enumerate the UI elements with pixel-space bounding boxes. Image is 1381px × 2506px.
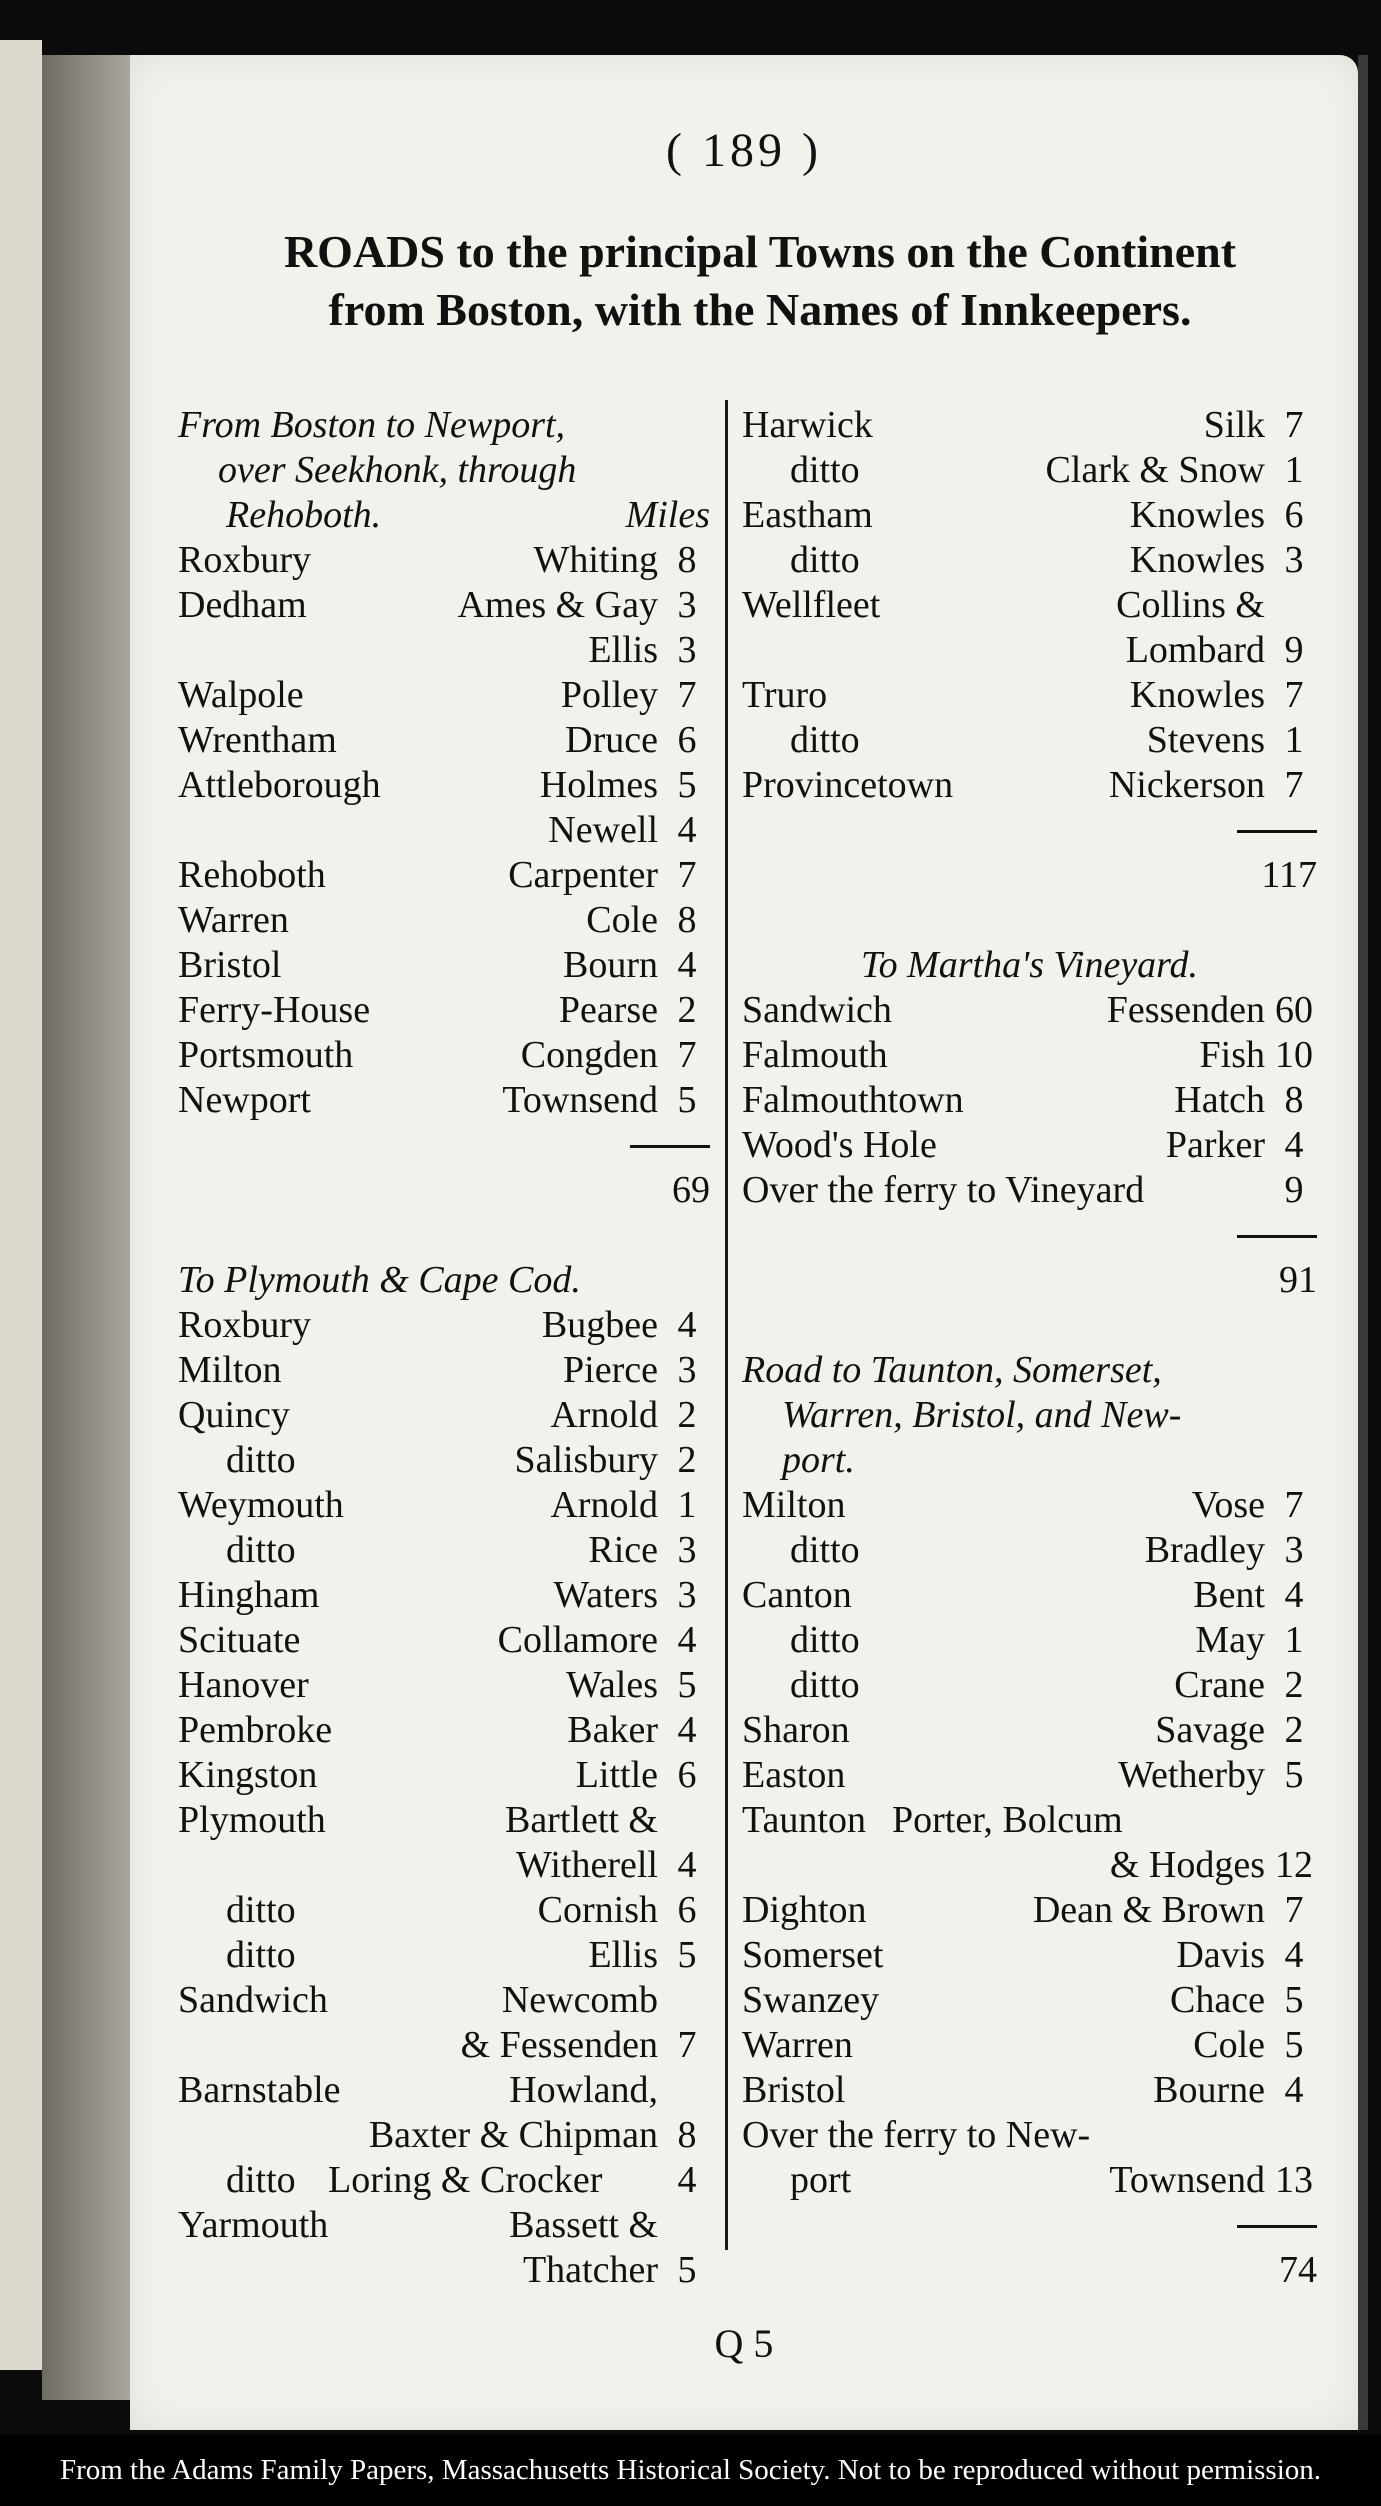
table-row <box>742 1123 1317 1168</box>
town-name: Taunton <box>742 1799 866 1841</box>
table-row <box>742 1168 1317 1213</box>
innkeeper-name: Fessenden <box>1106 989 1265 1031</box>
sum-rule <box>742 1213 1317 1258</box>
town-name: ditto <box>226 1439 296 1481</box>
table-row <box>742 583 1317 628</box>
route-heading-line: Rehoboth. <box>226 494 382 536</box>
miles-value: 5 <box>1284 2024 1304 2066</box>
route-heading-line: From Boston to Newport, <box>178 404 566 446</box>
innkeeper-name: Polley <box>560 674 658 716</box>
town-name: Wrentham <box>178 719 337 761</box>
innkeeper-name: Thatcher <box>522 2249 658 2291</box>
table-row <box>178 1798 710 1843</box>
right-column <box>742 403 1317 2293</box>
innkeeper-name: Bourn <box>563 944 658 986</box>
town-name: ditto <box>790 1529 860 1571</box>
innkeeper-name: Savage <box>1155 1709 1265 1751</box>
column-divider <box>725 400 728 2250</box>
miles-value: 8 <box>677 899 697 941</box>
table-row <box>178 2203 710 2248</box>
left-column <box>178 403 710 2293</box>
town-name: Rehoboth <box>178 854 326 896</box>
innkeeper-name: Loring & Crocker <box>328 2159 603 2201</box>
table-row <box>178 898 710 943</box>
miles-value: 9 <box>1284 629 1304 671</box>
innkeeper-name: May <box>1195 1619 1265 1661</box>
table-row <box>742 1888 1317 1933</box>
table-row <box>742 2023 1317 2068</box>
table-row <box>178 2248 710 2293</box>
miles-value: 4 <box>677 1844 697 1886</box>
town-name: Hanover <box>178 1664 309 1706</box>
facing-page-edge <box>0 40 42 2370</box>
title-line: from Boston, with the Names of Innkeepers. <box>328 284 1192 335</box>
table-row <box>742 1528 1317 1573</box>
town-name: ditto <box>790 719 860 761</box>
table-row <box>178 1483 710 1528</box>
town-name: ditto <box>226 1934 296 1976</box>
town-name: Plymouth <box>178 1799 326 1841</box>
town-name: Eastham <box>742 494 873 536</box>
miles-value: 8 <box>677 2114 697 2156</box>
table-row <box>178 1078 710 1123</box>
innkeeper-name: Chace <box>1170 1979 1265 2021</box>
table-row <box>178 583 710 628</box>
innkeeper-name: Vose <box>1191 1484 1265 1526</box>
signature-mark: Q 5 <box>714 2321 774 2366</box>
innkeeper-name: Witherell <box>516 1844 658 1886</box>
miles-value: 3 <box>677 1574 697 1616</box>
table-row <box>742 2113 1317 2158</box>
innkeeper-name: Pierce <box>563 1349 658 1391</box>
town-name: Yarmouth <box>178 2204 329 2246</box>
innkeeper-name: Hatch <box>1174 1079 1265 1121</box>
innkeeper-name: Knowles <box>1129 539 1265 581</box>
miles-value: 1 <box>1284 719 1304 761</box>
innkeeper-name: Cornish <box>537 1889 658 1931</box>
town-name: Swanzey <box>742 1979 880 2021</box>
innkeeper-name: Dean & Brown <box>1032 1889 1265 1931</box>
route-total: 69 <box>672 1169 710 1211</box>
innkeeper-name: Townsend <box>502 1079 658 1121</box>
miles-value: 1 <box>1284 449 1304 491</box>
innkeeper-name: Little <box>575 1754 658 1796</box>
miles-value: 5 <box>677 1934 697 1976</box>
miles-value: 1 <box>1284 1619 1304 1661</box>
innkeeper-name: Ellis <box>588 629 658 671</box>
miles-value: 4 <box>677 944 697 986</box>
town-name: Newport <box>178 1079 311 1121</box>
table-row <box>178 2068 710 2113</box>
miles-value: 5 <box>677 2249 697 2291</box>
route-heading-line: Warren, Bristol, and New- <box>782 1394 1182 1436</box>
route-heading-line: To Plymouth & Cape Cod. <box>178 1259 581 1301</box>
page-edge-shadow <box>1358 55 1368 2430</box>
innkeeper-name: Rice <box>588 1529 658 1571</box>
sum-rule <box>742 2203 1317 2248</box>
miles-value: 7 <box>677 854 697 896</box>
miles-value: 2 <box>677 989 697 1031</box>
cape-route-table <box>742 403 1317 808</box>
innkeeper-name: Pearse <box>558 989 658 1031</box>
table-row <box>742 1708 1317 1753</box>
table-row <box>742 718 1317 763</box>
table-row <box>742 403 1317 448</box>
town-name: Portsmouth <box>178 1034 354 1076</box>
miles-value: 1 <box>677 1484 697 1526</box>
town-name: Barnstable <box>178 2069 341 2111</box>
miles-value: 2 <box>677 1439 697 1481</box>
miles-value: 3 <box>677 1529 697 1571</box>
town-name: Wellfleet <box>742 584 881 626</box>
table-row <box>178 1573 710 1618</box>
plymouth-route-table <box>178 1303 710 2293</box>
town-name: ditto <box>790 1664 860 1706</box>
table-row <box>178 628 710 673</box>
table-row <box>178 1348 710 1393</box>
table-row <box>742 1618 1317 1663</box>
town-name: Pembroke <box>178 1709 333 1751</box>
table-row <box>178 1933 710 1978</box>
miles-value: 5 <box>677 764 697 806</box>
town-name: Sharon <box>742 1709 850 1751</box>
vineyard-route-table <box>742 988 1317 1213</box>
table-row <box>178 1708 710 1753</box>
route-heading-newport <box>178 403 710 448</box>
miles-value: 4 <box>677 2159 697 2201</box>
table-row <box>178 1033 710 1078</box>
town-name: ditto <box>790 449 860 491</box>
miles-value: 7 <box>1284 1889 1304 1931</box>
table-row <box>742 448 1317 493</box>
town-name: Dedham <box>178 584 307 626</box>
table-row <box>742 988 1317 1033</box>
miles-value: 6 <box>677 1889 697 1931</box>
innkeeper-name: Townsend <box>1109 2159 1265 2201</box>
route-total: 117 <box>1261 854 1317 896</box>
miles-value: 7 <box>1284 404 1304 446</box>
miles-value: 7 <box>677 2024 697 2066</box>
town-name: Falmouthtown <box>742 1079 964 1121</box>
innkeeper-name: Clark & Snow <box>1045 449 1265 491</box>
route-heading-line: port. <box>782 1439 855 1481</box>
innkeeper-name: Bassett & <box>509 2204 658 2246</box>
town-name: ditto <box>790 539 860 581</box>
page-number: ( 189 ) <box>666 124 822 177</box>
town-name: Warren <box>742 2024 853 2066</box>
town-name: Provincetown <box>742 764 954 806</box>
table-row <box>742 1033 1317 1078</box>
innkeeper-name: Howland, <box>509 2069 658 2111</box>
miles-value: 4 <box>677 1619 697 1661</box>
innkeeper-name: Collamore <box>497 1619 658 1661</box>
miles-value: 10 <box>1275 1034 1313 1076</box>
miles-value: 2 <box>1284 1709 1304 1751</box>
innkeeper-name: Baxter & Chipman <box>368 2114 658 2156</box>
miles-value: 8 <box>677 539 697 581</box>
table-row <box>178 538 710 583</box>
innkeeper-name: Parker <box>1165 1124 1265 1166</box>
miles-value: 5 <box>677 1079 697 1121</box>
miles-value: 60 <box>1275 989 1313 1031</box>
table-row <box>178 1843 710 1888</box>
innkeeper-name: & Fessenden <box>460 2024 658 2066</box>
miles-value: 3 <box>1284 539 1304 581</box>
table-row <box>742 628 1317 673</box>
table-row <box>178 853 710 898</box>
table-row <box>178 943 710 988</box>
town-name: Sandwich <box>742 989 892 1031</box>
miles-value: 4 <box>1284 1124 1304 1166</box>
title-line: ROADS to the principal Towns on the Continent <box>283 226 1237 277</box>
miles-value: 7 <box>1284 764 1304 806</box>
innkeeper-name: Bourne <box>1153 2069 1265 2111</box>
innkeeper-name: Newell <box>548 809 658 851</box>
innkeeper-name: Baker <box>567 1709 658 1751</box>
innkeeper-name: Salisbury <box>514 1439 658 1481</box>
table-row <box>178 718 710 763</box>
miles-value: 2 <box>1284 1664 1304 1706</box>
town-name: Harwick <box>742 404 873 446</box>
innkeeper-name: Arnold <box>550 1394 658 1436</box>
innkeeper-name: Crane <box>1174 1664 1265 1706</box>
table-row <box>742 2068 1317 2113</box>
innkeeper-name: Bartlett & <box>504 1799 658 1841</box>
town-name: Walpole <box>178 674 304 716</box>
town-name: Somerset <box>742 1934 884 1976</box>
innkeeper-name: Knowles <box>1129 494 1265 536</box>
innkeeper-name: Lombard <box>1125 629 1265 671</box>
route-heading-newport-3 <box>178 493 710 538</box>
innkeeper-name: Silk <box>1203 404 1265 446</box>
town-name: ditto <box>226 1529 296 1571</box>
route-total: 74 <box>1279 2249 1317 2291</box>
miles-value: 7 <box>677 674 697 716</box>
table-row <box>742 673 1317 718</box>
town-name: ditto <box>226 1889 296 1931</box>
innkeeper-name: Ellis <box>588 1934 658 1976</box>
town-name: Ferry-House <box>178 989 371 1031</box>
innkeeper-name: Carpenter <box>508 854 658 896</box>
miles-value: 7 <box>677 1034 697 1076</box>
miles-value: 4 <box>677 809 697 851</box>
sum-rule <box>742 808 1317 853</box>
table-row <box>178 808 710 853</box>
route-heading-taunton-3 <box>742 1438 1317 1483</box>
town-name: Roxbury <box>178 539 311 581</box>
miles-value: 6 <box>1284 494 1304 536</box>
innkeeper-name: Ames & Gay <box>457 584 658 626</box>
route-heading-plymouth <box>178 1258 710 1303</box>
innkeeper-name: Wales <box>566 1664 658 1706</box>
table-row <box>742 763 1317 808</box>
miles-value: 6 <box>677 1754 697 1796</box>
table-row <box>742 1843 1317 1888</box>
miles-value: 3 <box>677 629 697 671</box>
miles-value: 2 <box>677 1394 697 1436</box>
town-name: Dighton <box>742 1889 867 1931</box>
newport-route-table <box>178 538 710 1123</box>
route-heading-newport-2 <box>178 448 710 493</box>
innkeeper-name: Bradley <box>1144 1529 1265 1571</box>
town-name: Milton <box>178 1349 282 1391</box>
innkeeper-name: Wetherby <box>1118 1754 1265 1796</box>
innkeeper-name: Knowles <box>1129 674 1265 716</box>
innkeeper-name: Porter, Bolcum <box>892 1799 1123 1841</box>
town-name: Sandwich <box>178 1979 328 2021</box>
table-row <box>178 1303 710 1348</box>
town-name: Attleborough <box>178 764 381 806</box>
table-row <box>742 1483 1317 1528</box>
town-name: Truro <box>742 674 828 716</box>
sum-rule <box>178 1123 710 1168</box>
innkeeper-name: Cole <box>1193 2024 1265 2066</box>
town-name: Wood's Hole <box>742 1124 937 1166</box>
town-name: Scituate <box>178 1619 301 1661</box>
innkeeper-name: Bugbee <box>541 1304 658 1346</box>
table-row <box>178 1663 710 1708</box>
table-row <box>742 2158 1317 2203</box>
table-row <box>178 673 710 718</box>
table-row <box>178 1753 710 1798</box>
table-row <box>178 763 710 808</box>
table-row <box>742 1798 1317 1843</box>
taunton-route-table <box>742 1483 1317 2203</box>
innkeeper-name: Bent <box>1193 1574 1265 1616</box>
town-name: Easton <box>742 1754 846 1796</box>
town-name: Warren <box>178 899 289 941</box>
route-total: 91 <box>1279 1259 1317 1301</box>
miles-value: 5 <box>1284 1754 1304 1796</box>
innkeeper-name: Fish <box>1199 1034 1265 1076</box>
town-name: Over the ferry to Vineyard <box>742 1169 1145 1211</box>
innkeeper-name: Collins & <box>1116 584 1265 626</box>
route-heading-line: To Martha's Vineyard. <box>860 944 1199 986</box>
route-heading-line: over Seekhonk, through <box>218 449 577 491</box>
town-name: port <box>790 2159 852 2201</box>
route-heading-line: Road to Taunton, Somerset, <box>742 1349 1162 1391</box>
miles-value: 5 <box>677 1664 697 1706</box>
miles-value: 13 <box>1275 2159 1313 2201</box>
miles-value: 4 <box>1284 2069 1304 2111</box>
innkeeper-name: Waters <box>553 1574 658 1616</box>
town-name: Weymouth <box>178 1484 344 1526</box>
town-name: Hingham <box>178 1574 320 1616</box>
table-row <box>742 1078 1317 1123</box>
innkeeper-name: Cole <box>586 899 658 941</box>
miles-value: 4 <box>1284 1934 1304 1976</box>
miles-value: 3 <box>677 584 697 626</box>
copyright-footer: From the Adams Family Papers, Massachusetts Historical Society. Not to be reproduced without permission. <box>0 2434 1381 2506</box>
innkeeper-name: Whiting <box>533 539 658 581</box>
town-name: ditto <box>790 1619 860 1661</box>
miles-value: 6 <box>677 719 697 761</box>
innkeeper-name: Druce <box>565 719 658 761</box>
innkeeper-name: Nickerson <box>1108 764 1265 806</box>
town-name: Kingston <box>178 1754 318 1796</box>
table-row <box>742 538 1317 583</box>
innkeeper-name: Newcomb <box>501 1979 658 2021</box>
town-name: Quincy <box>178 1394 290 1436</box>
table-row <box>178 2023 710 2068</box>
table-row <box>742 1573 1317 1618</box>
miles-value: 4 <box>1284 1574 1304 1616</box>
route-heading-taunton <box>742 1348 1317 1393</box>
route-heading-vineyard <box>742 943 1317 988</box>
table-row <box>742 1978 1317 2023</box>
innkeeper-name: Congden <box>520 1034 658 1076</box>
table-row <box>742 493 1317 538</box>
table-row <box>178 2113 710 2158</box>
miles-value: 4 <box>677 1304 697 1346</box>
table-row <box>178 1528 710 1573</box>
table-row <box>178 1618 710 1663</box>
miles-value: 3 <box>677 1349 697 1391</box>
town-name: Canton <box>742 1574 852 1616</box>
miles-value: 3 <box>1284 1529 1304 1571</box>
innkeeper-name: Arnold <box>550 1484 658 1526</box>
miles-value: 5 <box>1284 1979 1304 2021</box>
town-name: Falmouth <box>742 1034 888 1076</box>
table-row <box>742 1753 1317 1798</box>
town-name: Bristol <box>742 2069 846 2111</box>
table-row <box>178 1978 710 2023</box>
innkeeper-name: Stevens <box>1146 719 1265 761</box>
table-row <box>178 1888 710 1933</box>
table-row <box>178 1393 710 1438</box>
innkeeper-name: Davis <box>1176 1934 1265 1976</box>
table-row <box>742 1933 1317 1978</box>
miles-value: 7 <box>1284 674 1304 716</box>
book-page <box>130 55 1358 2430</box>
town-name: Over the ferry to New- <box>742 2114 1091 2156</box>
table-row <box>178 1438 710 1483</box>
town-name: Bristol <box>178 944 282 986</box>
town-name: Milton <box>742 1484 846 1526</box>
miles-value: 7 <box>1284 1484 1304 1526</box>
innkeeper-name: Holmes <box>539 764 658 806</box>
route-heading-taunton-2 <box>742 1393 1317 1438</box>
innkeeper-name: & Hodges <box>1109 1844 1265 1886</box>
miles-label: Miles <box>625 494 710 536</box>
miles-value: 9 <box>1284 1169 1304 1211</box>
page-title <box>170 223 1350 339</box>
miles-value: 4 <box>677 1709 697 1751</box>
table-row <box>178 2158 710 2203</box>
table-row <box>178 988 710 1033</box>
town-name: ditto <box>226 2159 296 2201</box>
town-name: Roxbury <box>178 1304 311 1346</box>
miles-value: 12 <box>1275 1844 1313 1886</box>
miles-value: 8 <box>1284 1079 1304 1121</box>
table-row <box>742 1663 1317 1708</box>
